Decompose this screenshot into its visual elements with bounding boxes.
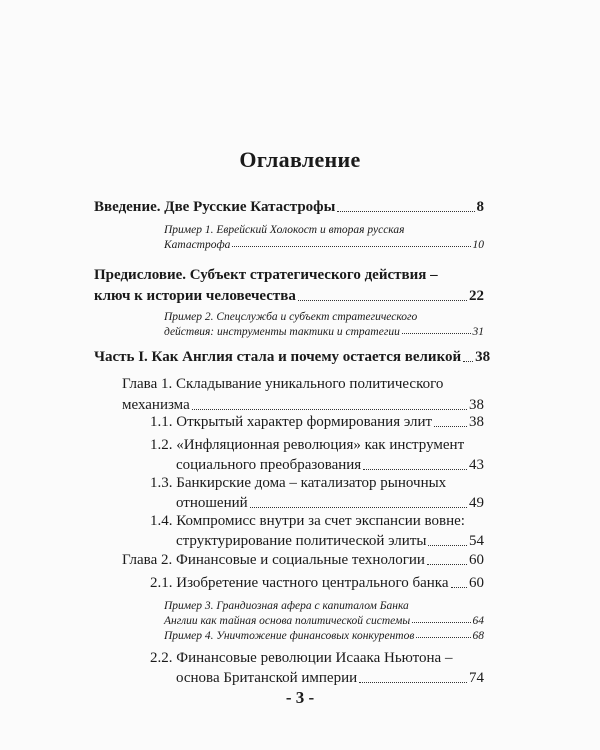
toc-entry-text: Компромисс внутри за счет экспансии вовне: [176, 513, 465, 529]
dot-leader [428, 544, 467, 546]
section-number: 2.2. [150, 650, 173, 666]
dot-leader [402, 332, 471, 334]
toc-entry-text: механизма [122, 397, 190, 413]
toc-page-number: 38 [475, 349, 491, 365]
toc-entry-section-1-1 [150, 414, 484, 431]
toc-entry-section-1-2 [150, 437, 484, 474]
toc-entry-text: действия: инструменты тактики и стратегии [164, 326, 400, 338]
toc-entry-section-2-1 [150, 575, 484, 592]
toc-page-number: 49 [469, 495, 484, 511]
section-number: 1.1. [150, 414, 173, 430]
dot-leader [412, 621, 470, 623]
toc-entry-text: «Инфляционная революция» как инструмент [176, 437, 465, 453]
toc-page-number: 43 [469, 457, 484, 473]
dot-leader [463, 360, 473, 362]
toc-entry-text: Часть I. Как Англия стала и почему остается великой [94, 349, 462, 365]
toc-entry-section-1-4 [150, 513, 484, 550]
toc-entry-example-2 [164, 311, 484, 338]
dot-leader [192, 408, 467, 410]
dot-leader [363, 468, 467, 470]
dot-leader [232, 245, 470, 247]
toc-entry-part-1 [94, 349, 491, 366]
toc-entry-chapter-2 [122, 552, 484, 569]
toc-entry-example-1 [164, 224, 484, 251]
toc-entry-text: Англии как тайная основа политической системы [164, 615, 411, 627]
toc-page-number: 54 [469, 533, 484, 549]
toc-page-number: 8 [476, 199, 484, 215]
toc-entry-introduction [94, 199, 484, 216]
toc-entry-text: Банкирские дома – катализатор рыночных [176, 475, 447, 491]
toc-page-number: 60 [469, 575, 484, 591]
toc-page-number: 60 [469, 552, 484, 568]
dot-leader [451, 586, 467, 588]
section-number: 1.3. [150, 475, 173, 491]
toc-entry-example-4 [164, 630, 484, 642]
toc-page-number: 38 [469, 397, 484, 413]
toc-page-number: 74 [469, 670, 484, 686]
section-number: 2.1. [150, 575, 173, 591]
toc-page-number: 38 [469, 414, 484, 430]
toc-entry-text: социального преобразования [176, 457, 362, 473]
toc-entry-text: Открытый характер формирования элит [176, 414, 433, 430]
toc-entry-text: Пример 4. Уничтожение финансовых конкурентов [164, 630, 415, 642]
toc-entry-section-1-3 [150, 475, 484, 512]
toc-page-number: 64 [472, 615, 484, 627]
toc-entry-text: структурирование политической элиты [176, 533, 427, 549]
dot-leader [434, 425, 467, 427]
toc-page-number: 68 [472, 630, 484, 642]
page-title: Оглавление [239, 147, 361, 172]
toc-entry-text: Катастрофа [164, 239, 231, 251]
dot-leader [250, 506, 467, 508]
toc-entry-text: Глава 2. Финансовые и социальные технологии [122, 552, 425, 568]
section-number: 1.4. [150, 513, 173, 529]
toc-entry-text: Введение. Две Русские Катастрофы [94, 199, 336, 215]
section-number: 1.2. [150, 437, 173, 453]
toc-page-number: 10 [472, 239, 484, 251]
toc-entry-text: основа Британской империи [176, 670, 358, 686]
dot-leader [427, 563, 467, 565]
toc-entry-chapter-1 [122, 376, 484, 414]
toc-entry-text: Пример 3. Грандиозная афера с капиталом Банка [164, 600, 409, 612]
toc-entry-example-3 [164, 600, 484, 627]
toc-page-number: 31 [472, 326, 484, 338]
dot-leader [359, 681, 467, 683]
dot-leader [416, 636, 470, 638]
toc-page-number: 22 [469, 288, 484, 304]
toc-entry-text: Пример 2. Спецслужба и субъект стратегического [164, 311, 418, 323]
toc-entry-preface [94, 267, 484, 305]
page-number-footer: - 3 - [285, 688, 315, 707]
toc-entry-section-2-2 [150, 650, 484, 687]
toc-entry-text: Финансовые революции Исаака Ньютона – [176, 650, 453, 666]
toc-entry-text: Предисловие. Субъект стратегического действия – [94, 267, 438, 283]
dot-leader [298, 299, 467, 301]
toc-entry-text: Глава 1. Складывание уникального политического [122, 376, 444, 392]
toc-entry-text: ключ к истории человечества [94, 288, 296, 304]
toc-entry-text: Пример 1. Еврейский Холокост и вторая русская [164, 224, 405, 236]
toc-entry-text: Изобретение частного центрального банка [176, 575, 449, 591]
toc-entry-text: отношений [176, 495, 248, 511]
dot-leader [337, 210, 474, 212]
